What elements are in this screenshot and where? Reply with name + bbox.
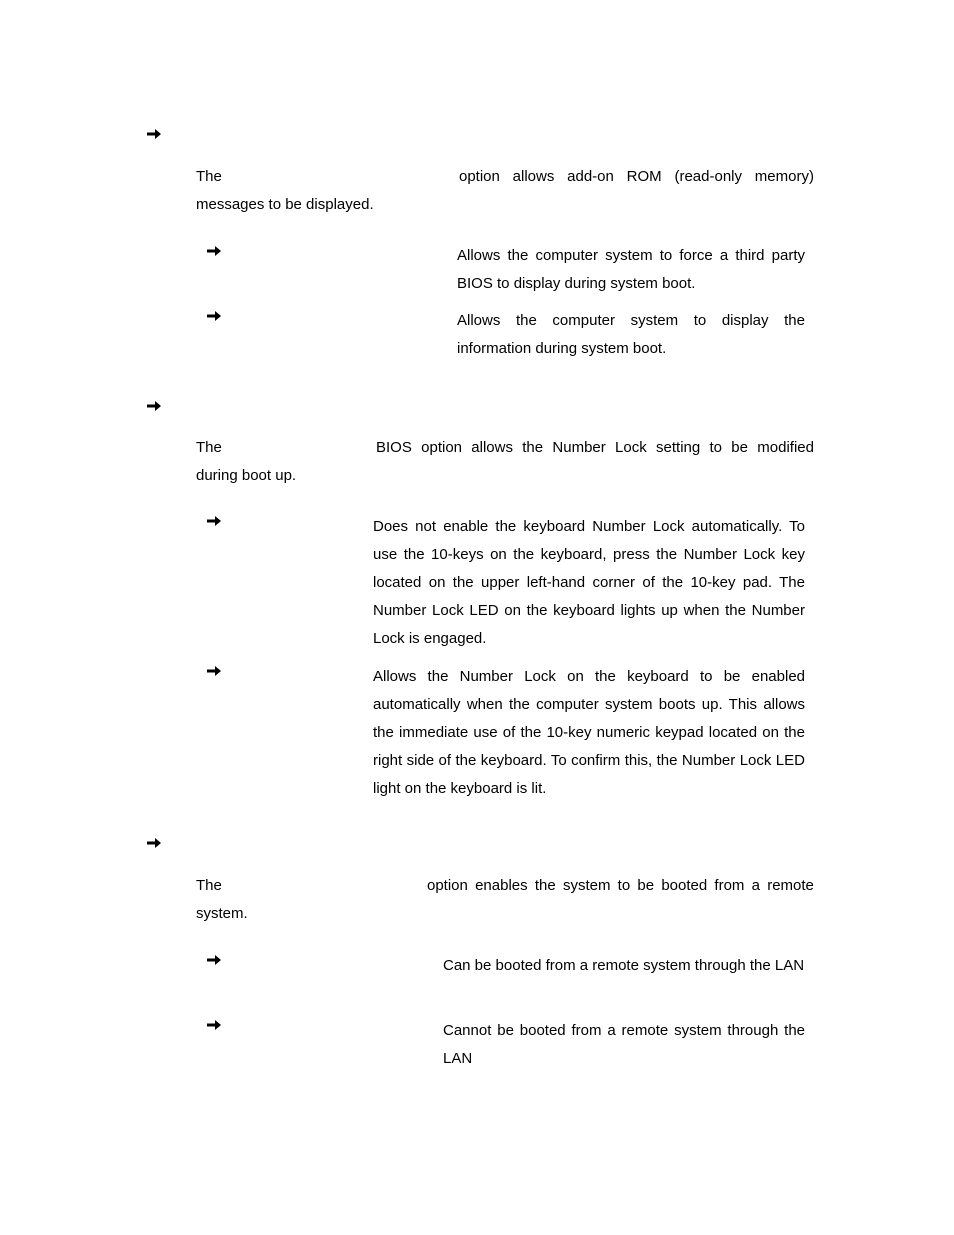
option-description: Cannot be booted from a remote system through the LAN [443, 1022, 805, 1067]
word: allows [471, 439, 513, 456]
section-intro [196, 434, 814, 490]
option-description: Allows the computer system to display the information during system boot. [457, 312, 805, 357]
option-arrow-icon [206, 244, 222, 258]
word: (read-only [674, 168, 742, 185]
intro-lead: The [196, 877, 222, 894]
word: allows [512, 168, 555, 185]
option-description: Can be booted from a remote system through the LAN [443, 957, 805, 974]
word: setting [656, 439, 701, 456]
word: option [421, 439, 463, 456]
option-description: Allows the computer system to force a third party BIOS to display during system boot. [457, 247, 805, 292]
intro-rest [376, 434, 814, 462]
intro-line2: messages to be displayed. [196, 196, 374, 213]
word: add-on [567, 168, 614, 185]
word: booted [661, 877, 708, 894]
word: Number [552, 439, 606, 456]
word: modified [757, 439, 814, 456]
intro-line2: during boot up. [196, 467, 297, 484]
word: remote [767, 877, 814, 894]
word: to [617, 877, 631, 894]
option-description: Allows the Number Lock on the keyboard to be enabled automatically when the computer system boots up. This allows the immediate use of the 10-key numeric keypad located on the right side of the keyboard. To confirm this, the Number Lock LED light on the keyboard is lit. [373, 668, 805, 797]
option-arrow-icon [206, 664, 222, 678]
intro-rest [427, 872, 814, 900]
intro-lead: The [196, 168, 222, 185]
word: option [459, 168, 500, 185]
intro-line2: system. [196, 905, 248, 922]
word: memory) [754, 168, 814, 185]
option-arrow-icon [206, 309, 222, 323]
section-arrow-icon [146, 127, 162, 141]
word: the [534, 877, 556, 894]
word: to [709, 439, 723, 456]
word: enables [475, 877, 528, 894]
option-description: Does not enable the keyboard Number Lock automatically. To use the 10-keys on the keyboard, press the Number Lock key located on the upper left-hand corner of the 10-key pad. The Number Lock LED on the keyboard lights up when the Number Lock is engaged. [373, 518, 805, 647]
word: from [714, 877, 745, 894]
word: Lock [615, 439, 647, 456]
word: be [731, 439, 748, 456]
option-arrow-icon [206, 953, 222, 967]
section-intro [196, 163, 814, 219]
word: option [427, 877, 468, 894]
word: the [522, 439, 544, 456]
section-intro [196, 872, 814, 928]
section-arrow-icon [146, 399, 162, 413]
intro-lead: The [196, 439, 222, 456]
word: system [562, 877, 611, 894]
word: BIOS [376, 439, 412, 456]
option-arrow-icon [206, 514, 222, 528]
word: ROM [626, 168, 662, 185]
word: a [751, 877, 760, 894]
intro-rest [459, 163, 814, 191]
word: be [637, 877, 655, 894]
section-arrow-icon [146, 836, 162, 850]
option-arrow-icon [206, 1018, 222, 1032]
